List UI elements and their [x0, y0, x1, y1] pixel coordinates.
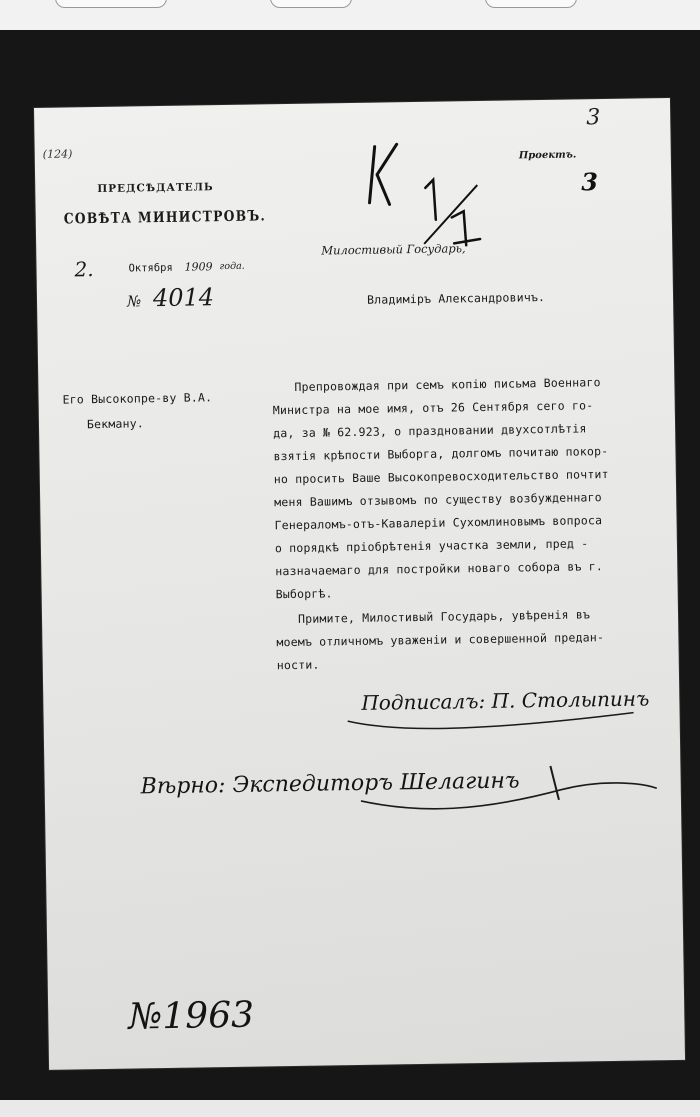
body-line: Генераломъ-отъ-Кавалерiи Сухомлиновымъ вопроса [274, 513, 603, 533]
addressee-line2: Бекману. [86, 416, 145, 432]
body-line: моемъ отличномъ уваженiи и совершенной предан- [276, 630, 605, 650]
handwritten-resolution-mark [363, 139, 495, 251]
signed-note: Подписалъ: П. Столыпинъ [361, 686, 650, 715]
letterhead-title-line2: СОВѢТА МИНИСТРОВЪ. [63, 207, 267, 228]
body-line: Примите, Милостивый Государь, увѣренiя въ [297, 607, 591, 626]
expediter-note: Вѣрно: Экспедиторъ Шелагинъ [140, 768, 520, 800]
number-prefix: № [126, 292, 142, 311]
page-number-second: 3 [581, 167, 599, 197]
document-page [34, 98, 685, 1070]
date-year-suffix: года. [219, 260, 245, 273]
body-line: взятiя крѣпости Выборга, долгомъ почитаю покор- [273, 444, 609, 464]
body-line: ности. [276, 657, 320, 673]
body-line: назначаемаго для постройки новаго собора въ г. [275, 559, 604, 579]
signature-flourish [344, 709, 644, 744]
project-label: Проектъ. [518, 149, 577, 162]
body-line: меня Вашимъ отзывомъ по существу возбужденнаго [274, 490, 602, 510]
date-day: 2. [74, 257, 94, 282]
top-frame-tab [270, 0, 352, 8]
salutation-line1: Милостивый Государь, [321, 241, 466, 258]
date-year: 1909 [184, 260, 213, 274]
top-frame-tab [485, 0, 577, 8]
body-line: Министра на мое имя, отъ 26 Сентября сего го- [272, 398, 594, 418]
expediter-flourish [140, 758, 661, 826]
top-background-strip [0, 0, 700, 30]
bottom-background-strip [0, 1100, 700, 1117]
body-line: но просить Ваше Высокопревосходительство почтит [273, 467, 609, 487]
addressee-line1: Его Высокопре-ву В.А. [62, 390, 213, 407]
archive-number: №1963 [127, 994, 255, 1038]
body-line: да, за № 62.923, о праздновании двухсотлѣтiя [273, 421, 587, 441]
page-number-top: 3 [586, 105, 601, 131]
letterhead-title-line1: ПРЕДСѢДАТЕЛЬ [97, 181, 214, 196]
corner-number: (124) [42, 147, 73, 161]
number-value: 4014 [152, 283, 215, 313]
body-line: Препровождая при семъ копiю письма Военнаго [294, 375, 601, 394]
salutation-line2: Владимiръ Александровичъ. [366, 289, 546, 307]
body-line: Выборгѣ. [275, 586, 333, 602]
top-frame-tab [55, 0, 167, 8]
body-line: о порядкѣ прiобрѣтенiя участка земли, пред - [274, 536, 589, 556]
date-month: Октября [128, 261, 173, 275]
